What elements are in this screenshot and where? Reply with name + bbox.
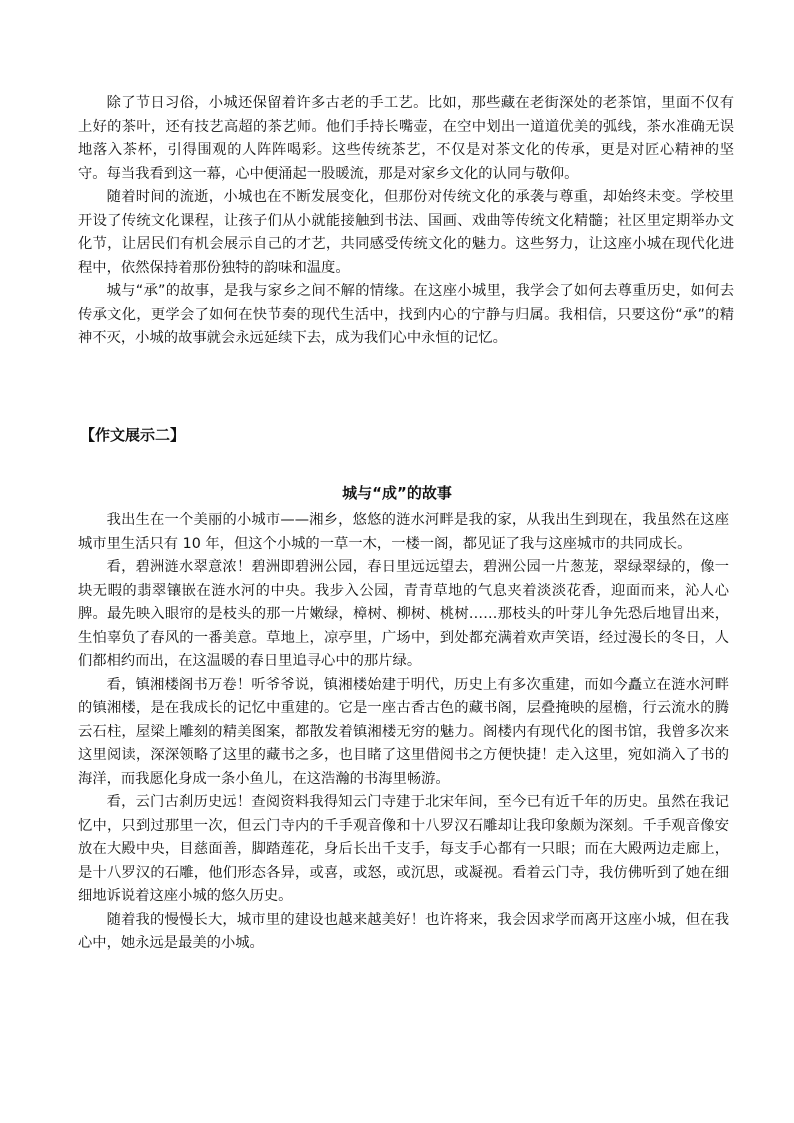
paragraph: 看，碧洲涟水翠意浓！碧洲即碧洲公园，春日里远远望去，碧洲公园一片葱茏，翠绿翠绿的，像一块无暇的翡翠镶嵌在涟水河的中央。我步入公园，青青草地的气息夹着淡淡花香，迎面而来，沁人心脾。最先映入眼帘的是枝头的那一片嫩绿，樟树、柳树、桃树……那枝头的叶芽儿争先恐后地冒出来，生怕辜负了春风的一番美意。草地上，凉亭里，广场中，到处都充满着欢声笑语，经过漫长的冬日，人们都相约而出，在这温暖的春日里追寻心中的那片绿。 — [78, 559, 729, 669]
section-heading: 【作文展示二】 — [80, 426, 186, 444]
paragraph: 随着时间的流逝，小城也在不断发展变化，但那份对传统文化的承袭与尊重，却始终未变。学校里开设了传统文化课程，让孩子们从小就能接触到书法、国画、戏曲等传统文化精髓；社区里定期举办文化节，让居民们有机会展示自己的才艺，共同感受传统文化的魅力。这些努力，让这座小城在现代化进程中，依然保持着那份独特的韵味和温度。 — [78, 189, 734, 276]
essay-one-continuation — [78, 92, 734, 351]
paragraph: 我出生在一个美丽的小城市——湘乡，悠悠的涟水河畔是我的家，从我出生到现在，我虽然在这座城市里生活只有 10 年，但这个小城的一草一木，一楼一阁，都见证了我与这座城市的共同成长。 — [78, 512, 729, 552]
paragraph: 随着我的慢慢长大，城市里的建设也越来越美好！也许将来，我会因求学而离开这座小城，但在我心中，她永远是最美的小城。 — [78, 911, 729, 951]
paragraph: 除了节日习俗，小城还保留着许多古老的手工艺。比如，那些藏在老街深处的老茶馆，里面不仅有上好的茶叶，还有技艺高超的茶艺师。他们手持长嘴壶，在空中划出一道道优美的弧线，茶水准确无误地落入茶杯，引得围观的人阵阵喝彩。这些传统茶艺，不仅是对茶文化的传承，更是对匠心精神的坚守。每当我看到这一幕，心中便涌起一股暖流，那是对家乡文化的认同与敬仰。 — [78, 95, 734, 182]
paragraph: 城与“承”的故事，是我与家乡之间不解的情缘。在这座小城里，我学会了如何去尊重历史，如何去传承文化，更学会了如何在快节奏的现代生活中，找到内心的宁静与归属。我相信，只要这份“承”的精神不灭，小城的故事就会永远延续下去，成为我们心中永恒的记忆。 — [78, 283, 734, 346]
essay-two-body — [78, 509, 729, 956]
paragraph: 看，镇湘楼阁书万卷！听爷爷说，镇湘楼始建于明代，历史上有多次重建，而如今矗立在涟水河畔的镇湘楼，是在我成长的记忆中重建的。它是一座古香古色的藏书阁，层叠掩映的屋檐，行云流水的腾云石柱，屋梁上雕刻的精美图案，都散发着镇湘楼无穷的魅力。阁楼内有现代化的图书馆，我曾多次来这里阅读，深深领略了这里的藏书之多，也目睹了这里借阅书之方便快捷！走入这里，宛如淌入了书的海洋，而我愿化身成一条小鱼儿，在这浩瀚的书海里畅游。 — [78, 676, 729, 787]
essay-title: 城与“成”的故事 — [342, 484, 452, 502]
paragraph: 看，云门古刹历史远！查阅资料我得知云门寺建于北宋年间，至今已有近千年的历史。虽然在我记忆中，只到过那里一次，但云门寺内的千手观音像和十八罗汉石雕却让我印象颇为深刻。千手观音像安放在大殿中央，目慈面善，脚踏莲花，身后长出千支手，每支手心都有一只眼；而在大殿两边走廊上，是十八罗汉的石雕，他们形态各异，或喜，或怒，或沉思，或凝视。看着云门寺，我仿佛听到了她在细细地诉说着这座小城的悠久历史。 — [78, 794, 729, 904]
